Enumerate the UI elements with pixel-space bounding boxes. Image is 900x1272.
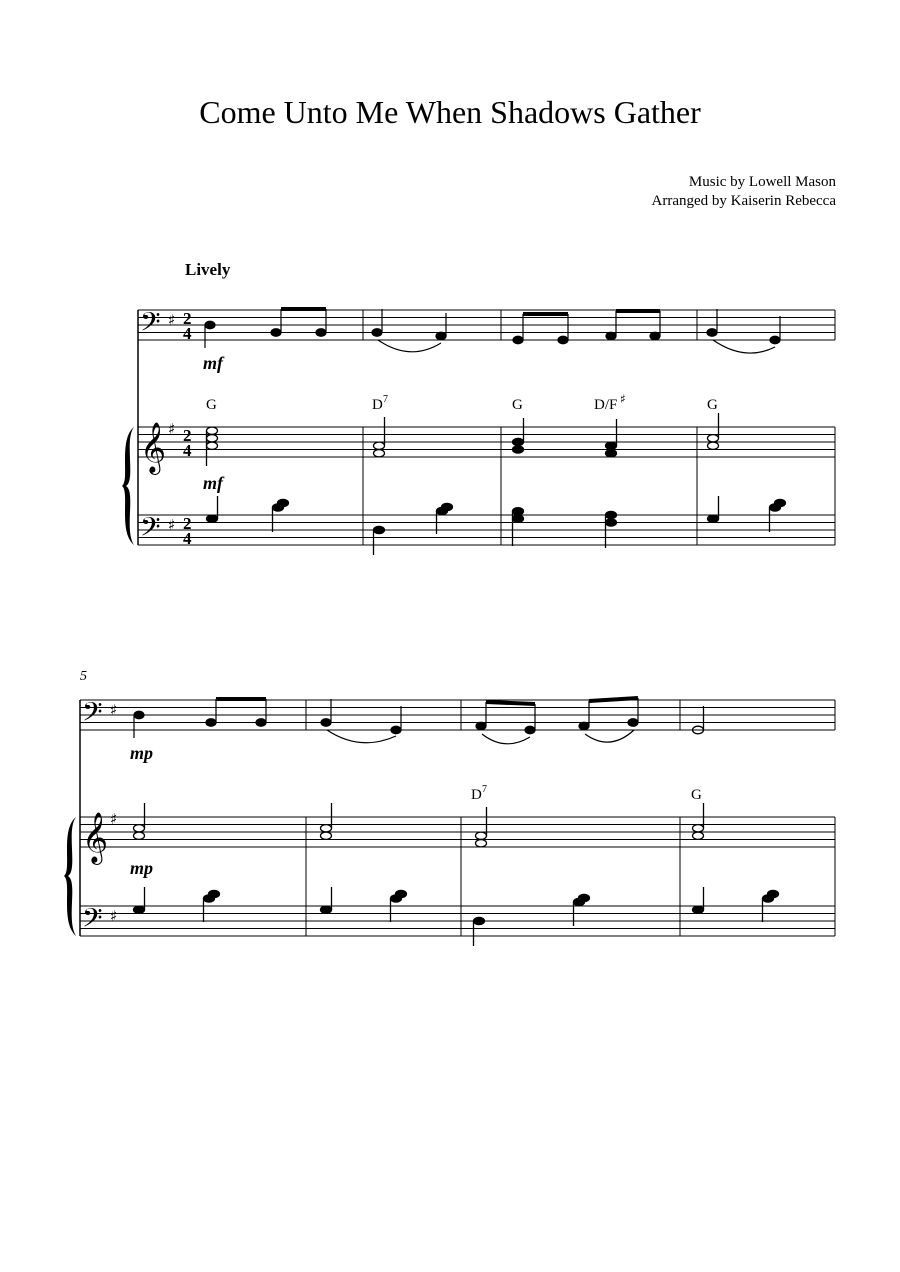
sharp-icon: ♯ bbox=[110, 907, 118, 925]
piece-title: Come Unto Me When Shadows Gather bbox=[199, 94, 701, 130]
dynamic-marking: mp bbox=[130, 743, 154, 763]
tempo-marking: Lively bbox=[185, 260, 231, 279]
sharp-icon: ♯ bbox=[110, 701, 118, 719]
note bbox=[513, 336, 523, 344]
piano-treble-notes-1b bbox=[513, 418, 617, 457]
note bbox=[436, 332, 446, 340]
time-signatures bbox=[183, 309, 192, 548]
note bbox=[606, 332, 616, 340]
bass-clef-icon: 𝄢 bbox=[82, 696, 103, 734]
sharp-icon: ♯ bbox=[168, 311, 176, 329]
chord-symbol: G bbox=[206, 397, 217, 413]
bass-clef-icon: 𝄢 bbox=[140, 511, 161, 549]
bass-clef-icon: 𝄢 bbox=[140, 306, 161, 344]
measure-number: 5 bbox=[80, 669, 87, 684]
chord-symbol: G bbox=[707, 397, 718, 413]
note bbox=[558, 336, 568, 344]
treble-clef-icon: 𝄞 bbox=[82, 812, 109, 863]
note bbox=[271, 329, 281, 337]
barlines-2 bbox=[306, 700, 835, 936]
sharp-icon: ♯ bbox=[168, 420, 176, 438]
brace-1 bbox=[122, 427, 134, 545]
dynamic-marking: mp bbox=[130, 858, 154, 878]
time-sig-bottom: 4 bbox=[183, 324, 192, 343]
piano-bass-staff-1 bbox=[138, 515, 835, 545]
piano-treble-staff-2 bbox=[80, 817, 835, 847]
bass-clef-icon: 𝄢 bbox=[82, 902, 103, 940]
sharp-icon: ♯ bbox=[110, 810, 118, 828]
note bbox=[372, 329, 382, 337]
chord-symbol: D bbox=[471, 787, 482, 803]
chord-superscript: 7 bbox=[482, 784, 487, 795]
composer-credit: Music by Lowell Mason bbox=[688, 174, 836, 190]
sharp-icon: ♯ bbox=[168, 516, 176, 534]
note bbox=[205, 321, 215, 329]
piano-treble-notes-1 bbox=[207, 413, 719, 466]
chord-symbols-2 bbox=[471, 784, 702, 803]
solo-staff-1 bbox=[138, 310, 835, 340]
time-sig-bottom: 4 bbox=[183, 529, 192, 548]
chord-symbol: D bbox=[372, 397, 383, 413]
note bbox=[707, 329, 717, 337]
note bbox=[770, 336, 780, 344]
slurs-1 bbox=[378, 340, 775, 353]
time-sig-top: 2 bbox=[183, 426, 192, 445]
slurs-2 bbox=[327, 730, 634, 744]
arranger-credit: Arranged by Kaiserin Rebecca bbox=[651, 193, 836, 209]
time-sig-bottom: 4 bbox=[183, 441, 192, 460]
chord-superscript: 7 bbox=[383, 394, 388, 405]
chord-symbol: G bbox=[512, 397, 523, 413]
chord-superscript: ♯ bbox=[620, 392, 626, 406]
chord-symbol: D/F bbox=[594, 397, 618, 413]
solo-notes-1 bbox=[205, 309, 780, 348]
treble-clef-icon: 𝄞 bbox=[140, 422, 167, 473]
piano-bass-staff-2 bbox=[80, 906, 835, 936]
solo-staff-2 bbox=[80, 700, 835, 730]
note bbox=[650, 332, 660, 340]
piano-treble-staff-1 bbox=[138, 427, 835, 457]
time-sig-top: 2 bbox=[183, 514, 192, 533]
dynamic-marking: mf bbox=[203, 353, 223, 373]
time-sig-top: 2 bbox=[183, 309, 192, 328]
brace-2 bbox=[64, 817, 76, 936]
chord-symbols-1 bbox=[206, 392, 718, 413]
note bbox=[316, 329, 326, 337]
chord-symbol: G bbox=[691, 787, 702, 803]
solo-notes-2 bbox=[134, 698, 638, 738]
dynamic-marking: mf bbox=[203, 473, 223, 493]
piano-bass-notes-1 bbox=[207, 496, 786, 555]
piano-bass-notes-2 bbox=[134, 887, 779, 946]
